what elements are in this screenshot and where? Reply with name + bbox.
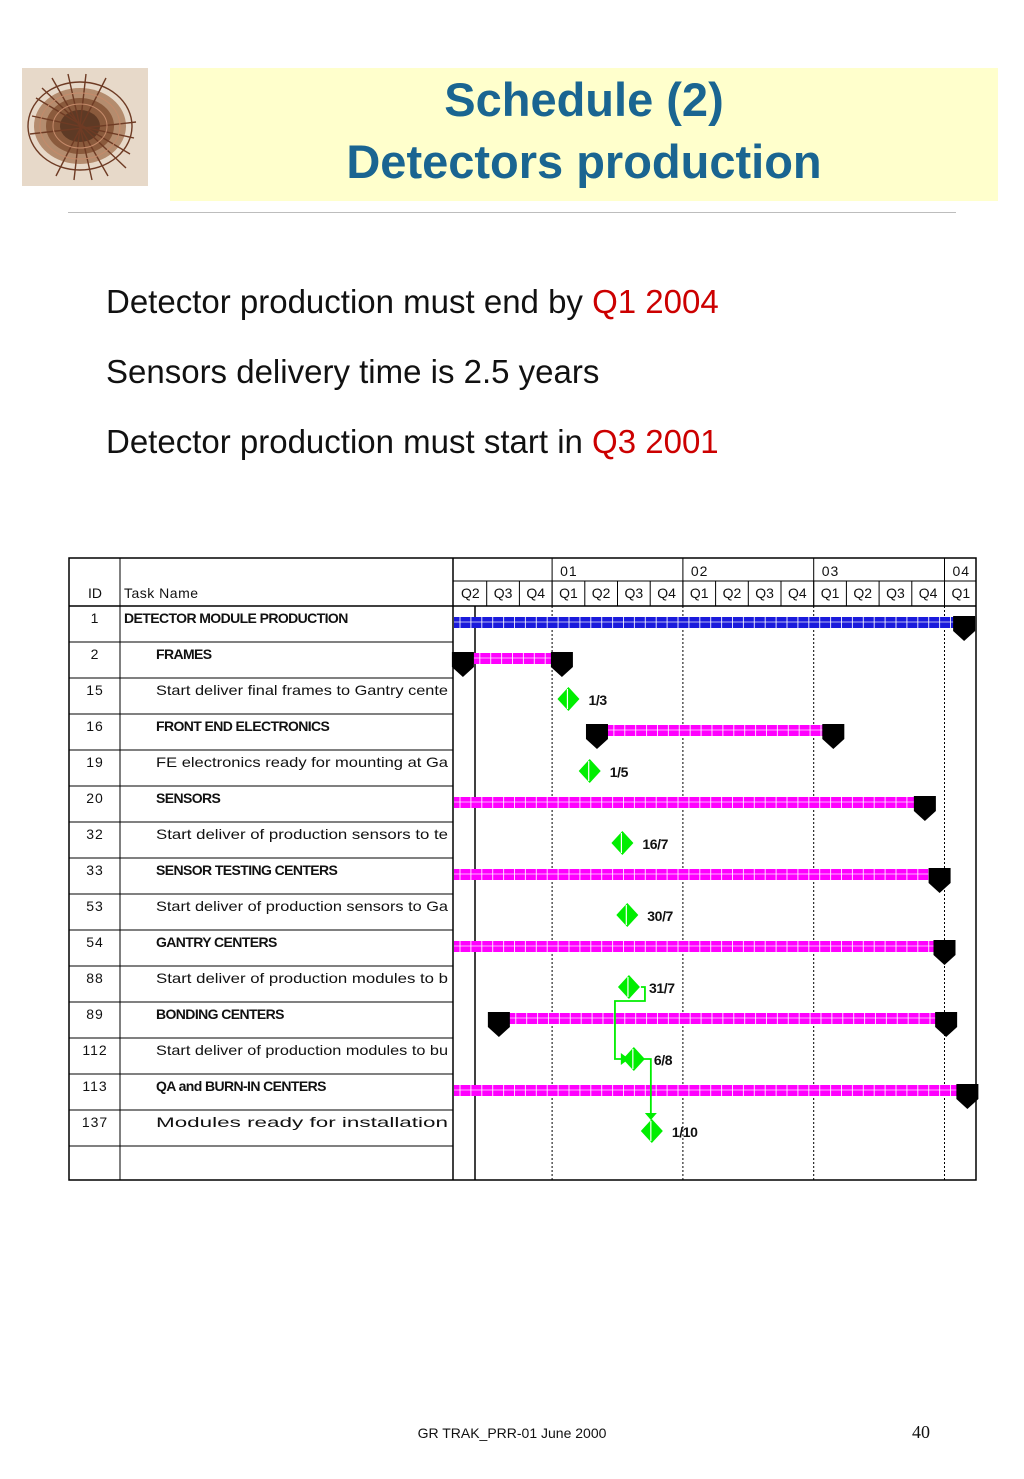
row-task-1: DETECTOR MODULE PRODUCTION [124, 610, 348, 626]
quarter-label: Q2 [853, 585, 873, 601]
row-id-53: 53 [86, 898, 104, 914]
row-id-89: 89 [86, 1006, 104, 1022]
milestone-label-137: 1/10 [671, 1124, 698, 1140]
milestone-19 [579, 759, 601, 783]
bullet-1-text: Detector production must end by [106, 283, 593, 320]
quarter-label: Q4 [918, 585, 938, 601]
row-id-16: 16 [86, 718, 104, 734]
bar-fill [454, 869, 940, 880]
row-id-137: 137 [81, 1114, 109, 1130]
quarter-label: Q4 [526, 585, 546, 601]
milestone-label-112: 6/8 [653, 1052, 673, 1068]
row-id-88: 88 [86, 970, 104, 986]
summary-bar-1 [454, 617, 964, 628]
summary-start-cap-16 [586, 724, 608, 749]
bullet-2-text: Sensors delivery time is 2.5 years [106, 353, 600, 390]
row-task-19: FE electronics ready for mounting at Ga [156, 754, 449, 770]
row-id-54: 54 [86, 934, 104, 950]
summary-end-cap-2 [551, 652, 573, 677]
quarter-label: Q3 [624, 585, 644, 601]
dependency-arrow-137 [645, 1113, 657, 1120]
row-task-137: Modules ready for installation [156, 1114, 448, 1130]
row-id-113: 113 [82, 1078, 108, 1094]
row-task-33: SENSOR TESTING CENTERS [156, 862, 338, 878]
milestone-32 [611, 831, 633, 855]
year-label-02: 02 [690, 563, 709, 579]
milestone-label-19: 1/5 [609, 764, 628, 780]
quarter-label: Q1 [559, 585, 578, 601]
summary-end-cap-54 [934, 940, 956, 965]
quarter-label: Q3 [755, 585, 774, 601]
row-id-15: 15 [86, 682, 104, 698]
bullet-3-highlight: Q3 2001 [592, 423, 719, 460]
milestone-88 [618, 975, 640, 999]
milestone-label-15: 1/3 [588, 692, 607, 708]
summary-bar-89 [499, 1013, 946, 1024]
bullet-1-highlight: Q1 2004 [592, 283, 719, 320]
slide-subtitle: Detectors production [346, 135, 822, 188]
summary-end-cap-1 [953, 616, 975, 641]
task-name-header: Task Name [124, 585, 199, 601]
row-task-54: GANTRY CENTERS [156, 934, 277, 950]
bar-fill [454, 797, 925, 808]
quarter-label: Q2 [461, 585, 480, 601]
row-task-16: FRONT END ELECTRONICS [156, 718, 330, 734]
bullet-3-text: Detector production must start in [106, 423, 593, 460]
slide-title: Schedule (2) [444, 73, 724, 126]
row-task-89: BONDING CENTERS [156, 1006, 284, 1022]
summary-end-cap-20 [914, 796, 936, 821]
row-task-53: Start deliver of production sensors to Ga [156, 898, 449, 914]
summary-end-cap-33 [929, 868, 951, 893]
row-id-32: 32 [86, 826, 104, 842]
quarter-label: Q3 [493, 585, 513, 601]
milestone-137 [641, 1119, 663, 1143]
row-id-1: 1 [90, 610, 100, 626]
summary-bar-2 [463, 653, 562, 664]
row-task-15: Start deliver final frames to Gantry cente [156, 682, 449, 698]
quarter-label: Q4 [788, 585, 807, 601]
milestone-label-32: 16/7 [642, 836, 669, 852]
year-label-04: 04 [952, 563, 971, 579]
row-task-32: Start deliver of production sensors to te [156, 826, 449, 842]
summary-bar-20 [454, 797, 925, 808]
quarter-label: Q1 [820, 585, 840, 601]
milestone-label-88: 31/7 [648, 980, 675, 996]
quarter-label: Q2 [722, 585, 742, 601]
quarter-label: Q1 [689, 585, 709, 601]
summary-end-cap-16 [822, 724, 844, 749]
quarter-label: Q4 [657, 585, 676, 601]
quarter-label: Q1 [951, 585, 971, 601]
id-header: ID [88, 585, 102, 601]
milestone-53 [616, 903, 638, 927]
year-label-01: 01 [560, 563, 578, 579]
bar-fill [454, 617, 964, 628]
quarter-label: Q3 [886, 585, 905, 601]
summary-bar-16 [597, 725, 833, 736]
row-task-2: FRAMES [156, 646, 212, 662]
milestone-15 [557, 687, 579, 711]
row-task-88: Start deliver of production modules to b [156, 970, 449, 986]
summary-end-cap-113 [956, 1084, 978, 1109]
page-number: 40 [912, 1422, 930, 1442]
quarter-label: Q2 [591, 585, 611, 601]
summary-end-cap-89 [935, 1012, 957, 1037]
summary-bar-33 [454, 869, 940, 880]
bar-fill [597, 725, 833, 736]
row-id-33: 33 [86, 862, 104, 878]
row-task-20: SENSORS [156, 790, 221, 806]
summary-start-cap-89 [488, 1012, 510, 1037]
row-id-20: 20 [86, 790, 104, 806]
bar-fill [454, 941, 945, 952]
footer-text: GR TRAK_PRR-01 June 2000 [417, 1425, 607, 1441]
row-id-2: 2 [90, 646, 100, 662]
row-id-19: 19 [86, 754, 104, 770]
row-task-113: QA and BURN-IN CENTERS [156, 1078, 326, 1094]
row-id-112: 112 [82, 1042, 108, 1058]
summary-bar-54 [454, 941, 945, 952]
row-task-112: Start deliver of production modules to bu [156, 1042, 448, 1058]
milestone-label-53: 30/7 [647, 908, 673, 924]
summary-start-cap-2 [452, 652, 474, 677]
year-label-03: 03 [821, 563, 840, 579]
summary-bar-113 [454, 1085, 967, 1096]
